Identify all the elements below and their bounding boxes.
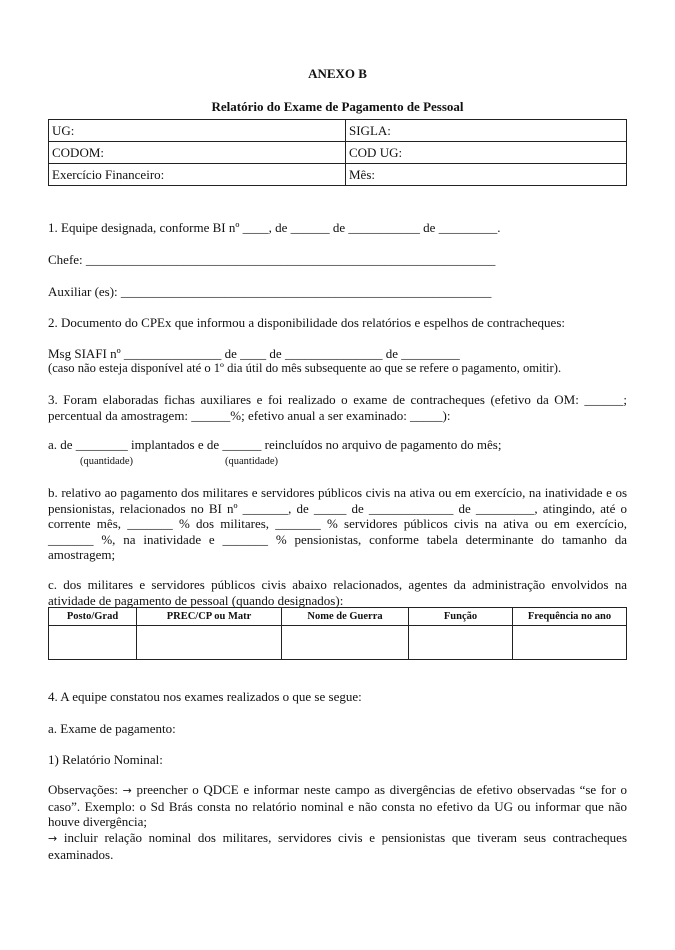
arrow-right-icon: →: [122, 784, 132, 797]
exercicio-cell: Exercício Financeiro:: [49, 164, 346, 186]
table-cell: [409, 626, 513, 660]
item-3: 3. Foram elaboradas fichas auxiliares e foi realizado o exame de contracheques (efetivo da OM: ______; percentual da amostragem: ______%; efetivo anual a ser examinado: _____):: [48, 392, 627, 423]
observacoes-label: Observações:: [48, 782, 119, 797]
chefe-line: Chefe: _______________________________________________________________: [48, 252, 496, 267]
quantidade-label-2: (quantidade): [225, 456, 279, 467]
report-title: Relatório do Exame de Pagamento de Pessoal: [211, 99, 464, 114]
ug-cell: UG:: [49, 120, 346, 142]
sigla-cell: SIGLA:: [346, 120, 627, 142]
msg-siafi-line: Msg SIAFI nº _______________ de ____ de _______________ de _________: [48, 346, 460, 361]
table-cell: [137, 626, 282, 660]
item-2: 2. Documento do CPEx que informou a disponibilidade dos relatórios e espelhos de contracheques:: [48, 315, 565, 330]
item-3c: c. dos militares e servidores públicos civis abaixo relacionados, agentes da administração envolvidos na atividade de pagamento de pessoal (quando designados):: [48, 577, 627, 608]
team-table-header-row: [49, 608, 627, 626]
header-funcao: Função: [409, 608, 513, 626]
arrow-right-icon: →: [48, 832, 58, 845]
observacao-2: incluir relação nominal dos militares, servidores civis e pensionistas que tiveram seus contracheques examinados.: [48, 830, 628, 862]
quantidade-label-1: (quantidade): [80, 456, 134, 467]
cod-ug-cell: COD UG:: [346, 142, 627, 164]
header-posto-grad: Posto/Grad: [49, 608, 137, 626]
item-4a: a. Exame de pagamento:: [48, 721, 176, 736]
auxiliar-line: Auxiliar (es): _________________________________________________________: [48, 284, 492, 299]
header-nome-guerra: Nome de Guerra: [282, 608, 409, 626]
item-1: 1. Equipe designada, conforme BI nº ____, de ______ de ___________ de _________.: [48, 220, 501, 235]
table-cell: [282, 626, 409, 660]
msg-siafi-note: (caso não esteja disponível até o 1º dia útil do mês subsequente ao que se refere o pagamento, omitir).: [48, 361, 562, 375]
observacao-1: preencher o QDCE e informar neste campo as divergências de efetivo observadas “se for o caso”. Exemplo: o Sd Brás consta no relatório nominal e não consta no efetivo da UG ou informar que não houve divergência;: [48, 782, 628, 829]
table-cell: [513, 626, 627, 660]
annex-title: ANEXO B: [308, 66, 367, 81]
item-3a: a. de ________ implantados e de ______ reincluídos no arquivo de pagamento do mês;: [48, 437, 502, 452]
table-cell: [49, 626, 137, 660]
table-row: [49, 626, 627, 660]
observacao-2-block: [48, 830, 627, 862]
codom-cell: CODOM:: [49, 142, 346, 164]
mes-cell: Mês:: [346, 164, 627, 186]
header-prec-cp: PREC/CP ou Matr: [137, 608, 282, 626]
item-4: 4. A equipe constatou nos exames realizados o que se segue:: [48, 689, 362, 704]
item-4a1: 1) Relatório Nominal:: [48, 752, 163, 767]
observacoes-block: [48, 782, 627, 830]
header-frequencia: Frequência no ano: [513, 608, 627, 626]
item-3b: b. relativo ao pagamento dos militares e servidores públicos civis na ativa ou em exercício, na inatividade e os pensionistas, relacionados no BI nº _______, de _____ de _____________ de _________, atingindo, até o corrente mês, _______ % dos militares, _______ % servidores públicos civis na ativa ou em exercício, _______ %, na inatividade e _______ % pensionistas, conforme tabela determinante do tamanho da amostragem;: [48, 485, 627, 562]
team-table: [48, 607, 627, 660]
header-table: [48, 119, 627, 186]
